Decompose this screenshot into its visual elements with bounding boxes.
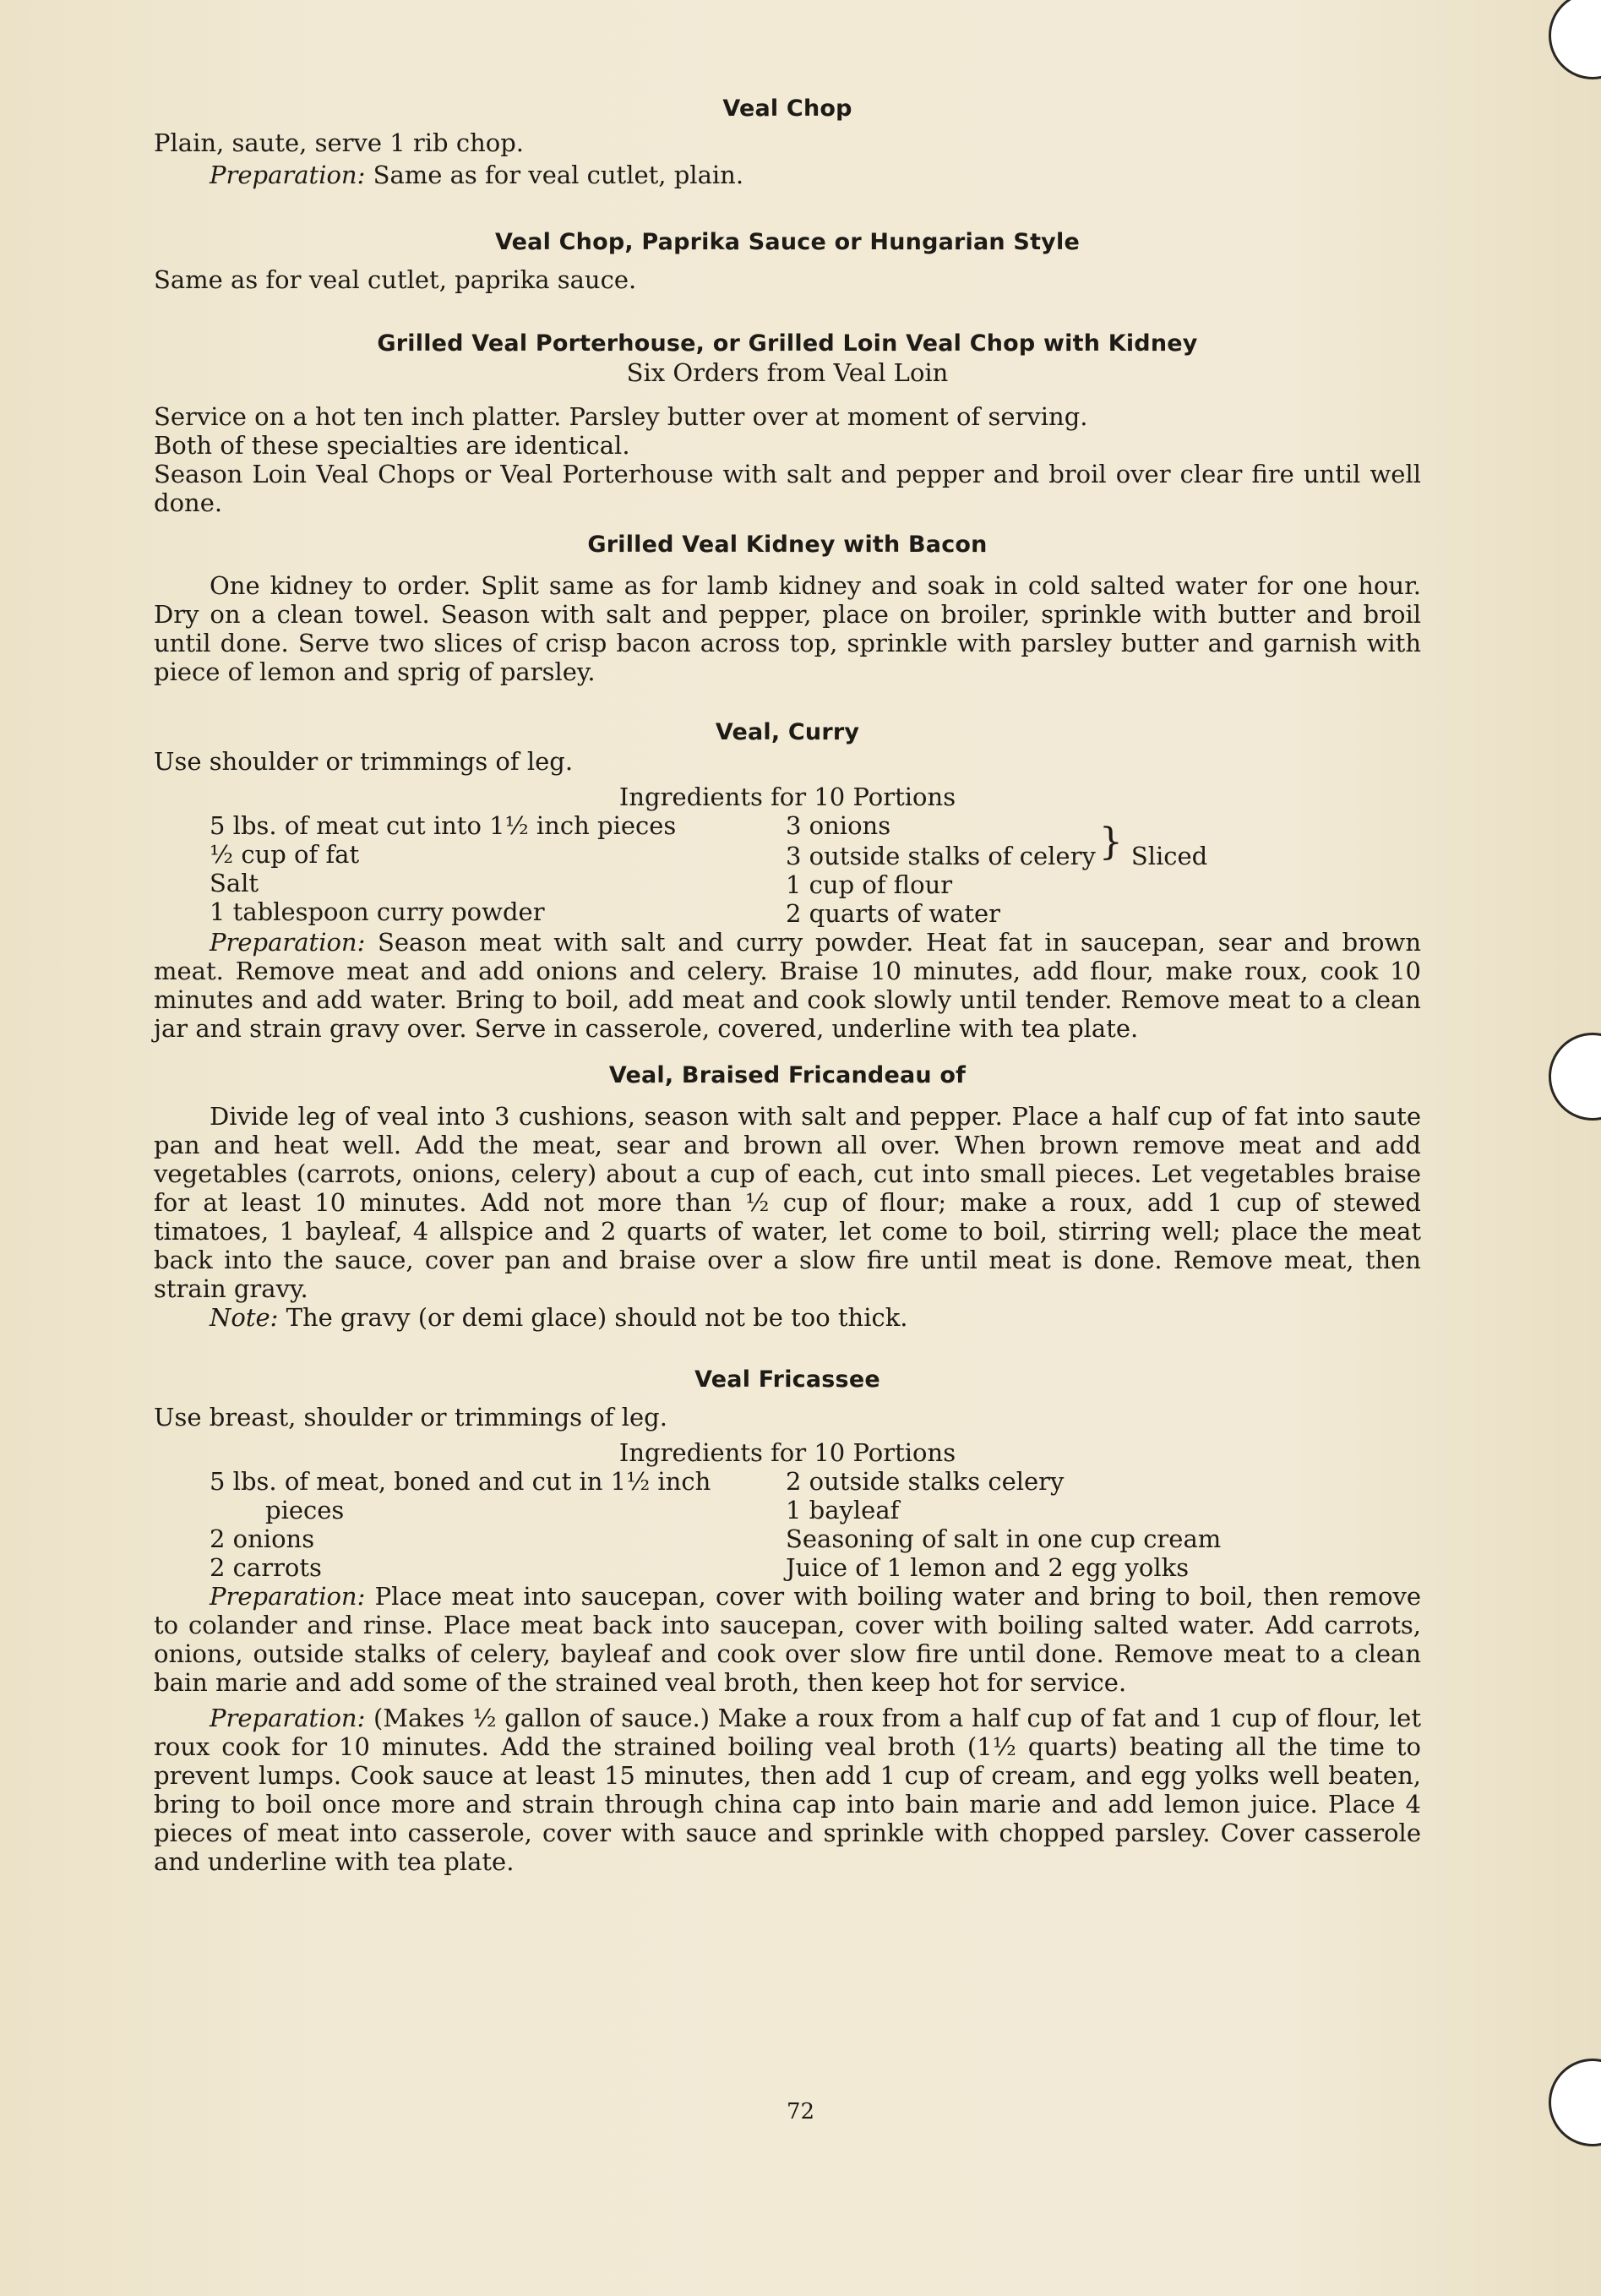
fricassee-ingredients-left — [154, 1467, 786, 1582]
heading-veal-chop: Veal Chop — [722, 95, 852, 122]
ingredient: 5 lbs. of meat, boned and cut in 1½ inch — [210, 1467, 711, 1496]
curry-ingredients-title: Ingredients for 10 Portions — [618, 783, 956, 811]
heading-kidney: Grilled Veal Kidney with Bacon — [587, 532, 988, 558]
section-paprika — [154, 228, 1421, 294]
curry-preparation — [154, 928, 1421, 1043]
ingredient: ½ cup of fat — [210, 840, 360, 869]
section-fricassee — [154, 1366, 1421, 1876]
brace-icon: } — [1098, 821, 1123, 864]
ingredient: 2 outside stalks celery — [786, 1467, 1065, 1496]
recipe-content — [154, 95, 1421, 1876]
note-text: The gravy (or demi glace) should not be too thick. — [278, 1303, 908, 1332]
prep-label: Preparation: — [210, 161, 366, 189]
porterhouse-line2: Both of these specialties are identical. — [154, 431, 630, 460]
fricassee-ingredients — [154, 1467, 1421, 1582]
curry-ingredients-right — [786, 811, 1421, 928]
heading-curry: Veal, Curry — [715, 719, 860, 745]
fricassee-preparation-1 — [154, 1582, 1421, 1697]
fricassee-preparation-2 — [154, 1704, 1421, 1876]
ingredient: Seasoning of salt in one cup cream — [786, 1524, 1222, 1553]
fricassee-ingredients-title: Ingredients for 10 Portions — [618, 1438, 956, 1467]
section-porterhouse — [154, 330, 1421, 517]
curry-ingredients-left — [154, 811, 786, 928]
ingredient: Salt — [210, 869, 259, 897]
ingredient: 1 bayleaf — [786, 1496, 900, 1524]
heading-porterhouse: Grilled Veal Porterhouse, or Grilled Loin Veal Chop with Kidney — [377, 330, 1198, 357]
ingredient: 3 outside stalks of celery} Sliced — [786, 821, 1208, 870]
ingredient: Juice of 1 lemon and 2 egg yolks — [786, 1553, 1190, 1582]
page-number: 72 — [786, 2099, 815, 2124]
prep-label: Preparation: — [210, 1582, 366, 1611]
prep-text: Same as for veal cutlet, plain. — [365, 161, 744, 189]
porterhouse-line1: Service on a hot ten inch platter. Parsley butter over at moment of serving. — [154, 402, 1088, 431]
heading-fricandeau: Veal, Braised Fricandeau of — [608, 1062, 967, 1088]
ingredient: 5 lbs. of meat cut into 1½ inch pieces — [210, 811, 677, 840]
ingredient: 3 onions — [786, 811, 891, 840]
prep-text: Place meat into saucepan, cover with boiling water and bring to boil, then remove to colander and rinse. Place meat back into saucepan, cover with boiling salted water. Add carrots, onions, outside stalks of celery, bayleaf and cook over slow fire until done. Remove meat to a clean bain marie and add some of the strained veal broth, then keep hot for service. — [154, 1582, 1421, 1697]
ingredient: 2 quarts of water — [786, 899, 1001, 928]
brace-label: Sliced — [1130, 842, 1208, 870]
porterhouse-subheading: Six Orders from Veal Loin — [626, 358, 949, 387]
ingredient: 2 onions — [210, 1524, 315, 1553]
ingredient: 1 tablespoon curry powder — [210, 897, 545, 926]
ingredient: 1 cup of flour — [786, 870, 953, 899]
prep-text: Season meat with salt and curry powder. Heat fat in saucepan, sear and brown meat. Remove meat and add onions and celery. Braise 10 minutes, add flour, make roux, cook 10 minutes and add water. Bring to boil, add meat and cook slowly until tender. Remove meat to a clean jar and strain gravy over. Serve in casserole, covered, underline with tea plate. — [154, 928, 1421, 1043]
fricassee-line: Use breast, shoulder or trimmings of leg. — [154, 1403, 667, 1432]
fricandeau-note — [154, 1303, 1421, 1332]
paprika-line: Same as for veal cutlet, paprika sauce. — [154, 265, 637, 294]
section-curry — [154, 718, 1421, 1043]
veal-chop-preparation — [154, 161, 1421, 189]
ingredient: pieces — [265, 1496, 345, 1524]
prep-label: Preparation: — [210, 928, 366, 957]
kidney-paragraph: One kidney to order. Split same as for lamb kidney and soak in cold salted water for one hour. Dry on a clean towel. Season with salt and pepper, place on broiler, sprinkle with butter and broil until done. Serve two slices of crisp bacon across top, sprinkle with parsley butter and garnish with piece of lemon and sprig of parsley. — [154, 571, 1421, 686]
section-veal-chop — [154, 95, 1421, 189]
note-label: Note: — [210, 1303, 279, 1332]
heading-paprika: Veal Chop, Paprika Sauce or Hungarian Style — [495, 229, 1080, 255]
porterhouse-line3: Season Loin Veal Chops or Veal Porterhouse with salt and pepper and broil over clear fire until well done. — [154, 460, 1421, 517]
prep-label: Preparation: — [210, 1704, 366, 1732]
section-fricandeau — [154, 1061, 1421, 1332]
fricassee-ingredients-right — [786, 1467, 1421, 1582]
section-kidney — [154, 531, 1421, 686]
curry-ingredients — [154, 811, 1421, 928]
veal-chop-line: Plain, saute, serve 1 rib chop. — [154, 128, 524, 157]
heading-fricassee: Veal Fricassee — [694, 1366, 880, 1393]
fricandeau-paragraph: Divide leg of veal into 3 cushions, season with salt and pepper. Place a half cup of fat into saute pan and heat well. Add the meat, sear and brown all over. When brown remove meat and add vegetables (carrots, onions, celery) about a cup of each, cut into small pieces. Let vegetables braise for at least 10 minutes. Add not more than ½ cup of flour; make a roux, add 1 cup of stewed timatoes, 1 bayleaf, 4 allspice and 2 quarts of water, let come to boil, stirring well; place the meat back into the sauce, cover pan and braise over a slow fire until meat is done. Remove meat, then strain gravy. — [154, 1102, 1421, 1303]
ingredient: 2 carrots — [210, 1553, 322, 1582]
curry-line: Use shoulder or trimmings of leg. — [154, 747, 574, 776]
prep-text: (Makes ½ gallon of sauce.) Make a roux from a half cup of fat and 1 cup of flour, let roux cook for 10 minutes. Add the strained boiling veal broth (1½ quarts) beating all the time to prevent lumps. Cook sauce at least 15 minutes, then add 1 cup of cream, and egg yolks well beaten, bring to boil once more and strain through china cap into bain marie and add lemon juice. Place 4 pieces of meat into casserole, cover with sauce and sprinkle with chopped parsley. Cover casserole and underline with tea plate. — [154, 1704, 1421, 1876]
